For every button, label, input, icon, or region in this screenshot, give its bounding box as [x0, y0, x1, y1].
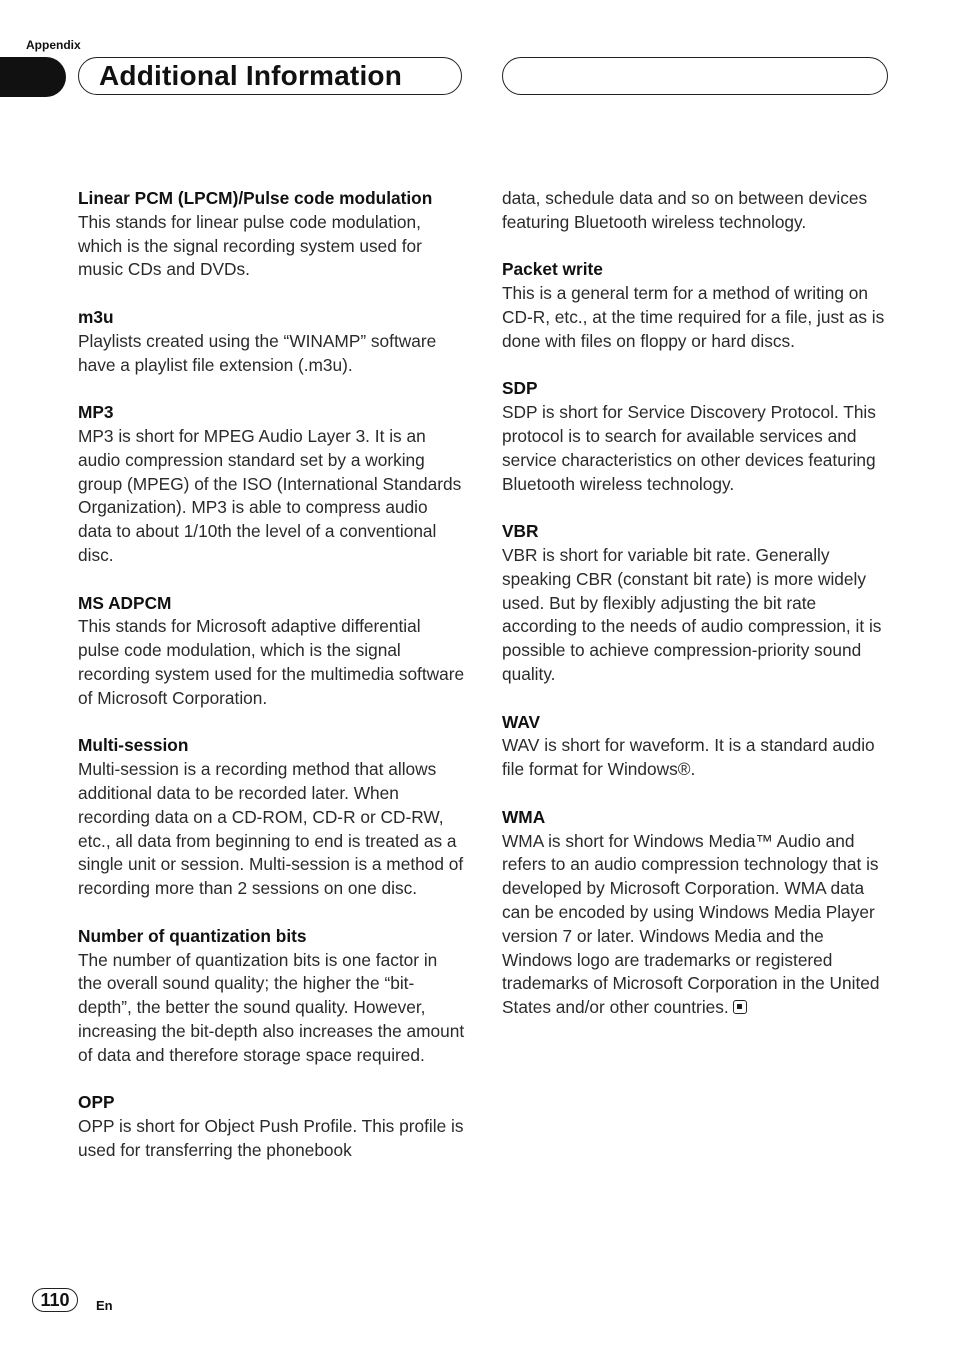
entry-term: Packet write: [502, 259, 603, 280]
glossary-entry: [78, 925, 466, 1068]
entry-description: [502, 830, 890, 1020]
entry-term: Number of quantization bits: [78, 925, 307, 946]
page-number: 110: [32, 1288, 78, 1312]
title-box: [78, 57, 462, 95]
entry-term: Linear PCM (LPCM)/Pulse code modulation: [78, 188, 433, 208]
section-tab-marker: [0, 57, 66, 97]
entry-description: OPP is short for Object Push Profile. This profile is used for transferring the phonebook: [78, 1116, 464, 1160]
entry-description: data, schedule data and so on between devices featuring Bluetooth wireless technology.: [502, 188, 868, 232]
entry-term: WAV: [502, 711, 541, 732]
entry-term: m3u: [78, 306, 114, 327]
entry-term: MP3: [78, 402, 114, 423]
entry-description: SDP is short for Service Discovery Protocol. This protocol is to search for available services and service characteristics on other devices featuring Bluetooth wireless technology.: [502, 402, 876, 494]
right-column: [502, 187, 890, 1044]
entry-term: WMA: [502, 806, 546, 827]
glossary-entry: [502, 806, 890, 1020]
empty-header-box: [502, 57, 888, 95]
glossary-entry: [78, 187, 466, 282]
entry-description: VBR is short for variable bit rate. Generally speaking CBR (constant bit rate) is more widely used. But by flexibly adjusting the bit rate according to the needs of audio compression, it is possible to achieve compression-priority sound quality.: [502, 544, 882, 684]
entry-description: The number of quantization bits is one factor in the overall sound quality; the higher the “bit-depth”, the better the sound quality. However, increasing the bit-depth also increases the amount of data and therefore storage space required.: [78, 949, 465, 1065]
glossary-entry: [502, 711, 890, 782]
entry-description: WAV is short for waveform. It is a standard audio file format for Windows®.: [502, 735, 875, 780]
entry-term: Multi-session: [78, 735, 189, 756]
glossary-entry: [78, 401, 466, 568]
glossary-entry: [78, 1091, 466, 1162]
left-column: [78, 187, 466, 1186]
entry-description-text: WMA is short for Windows Media™ Audio and refers to an audio compression technology that is developed by Microsoft Corporation. WMA data can be encoded by using Windows Media Player version 7 or later. Windows Media and the Windows logo are trademarks or registered trademarks of Microsoft Corporation in the United States and/or other countries.: [502, 830, 880, 1018]
entry-description: Playlists created using the “WINAMP” software have a playlist file extension (.m3u).: [78, 330, 437, 375]
language-label: En: [96, 1298, 113, 1313]
glossary-entry-continuation: [502, 187, 890, 235]
section-label: Appendix: [26, 38, 81, 52]
glossary-entry: [502, 258, 890, 353]
end-of-section-icon: [733, 1000, 747, 1014]
glossary-entry: [78, 306, 466, 377]
glossary-entry: [502, 377, 890, 496]
glossary-entry: [78, 734, 466, 901]
entry-term: MS ADPCM: [78, 592, 172, 613]
entry-term: SDP: [502, 378, 538, 399]
entry-description: This stands for linear pulse code modulation, which is the signal recording system used for music CDs and DVDs.: [78, 211, 422, 280]
page-title: Additional Information: [99, 60, 403, 91]
glossary-entry: [78, 592, 466, 711]
entry-description: This stands for Microsoft adaptive differential pulse code modulation, which is the signal recording system used for the multimedia software of Microsoft Corporation.: [78, 616, 465, 708]
entry-description: This is a general term for a method of writing on CD-R, etc., at the time required for a file, just as is done with files on floppy or hard discs.: [502, 283, 885, 351]
glossary-entry: [502, 520, 890, 687]
entry-term: OPP: [78, 1092, 115, 1113]
entry-term: VBR: [502, 521, 539, 542]
entry-description: MP3 is short for MPEG Audio Layer 3. It is an audio compression standard set by a working group (MPEG) of the ISO (International Standards Organization). MP3 is able to compress audio data to about 1/10th the level of a conventional disc.: [78, 425, 462, 565]
entry-description: Multi-session is a recording method that allows additional data to be recorded later. When recording data on a CD-ROM, CD-R or CD-RW, etc., all data from beginning to end is treated as a single unit or session. Multi-session is a method of recording more than 2 sessions on one disc.: [78, 759, 464, 899]
